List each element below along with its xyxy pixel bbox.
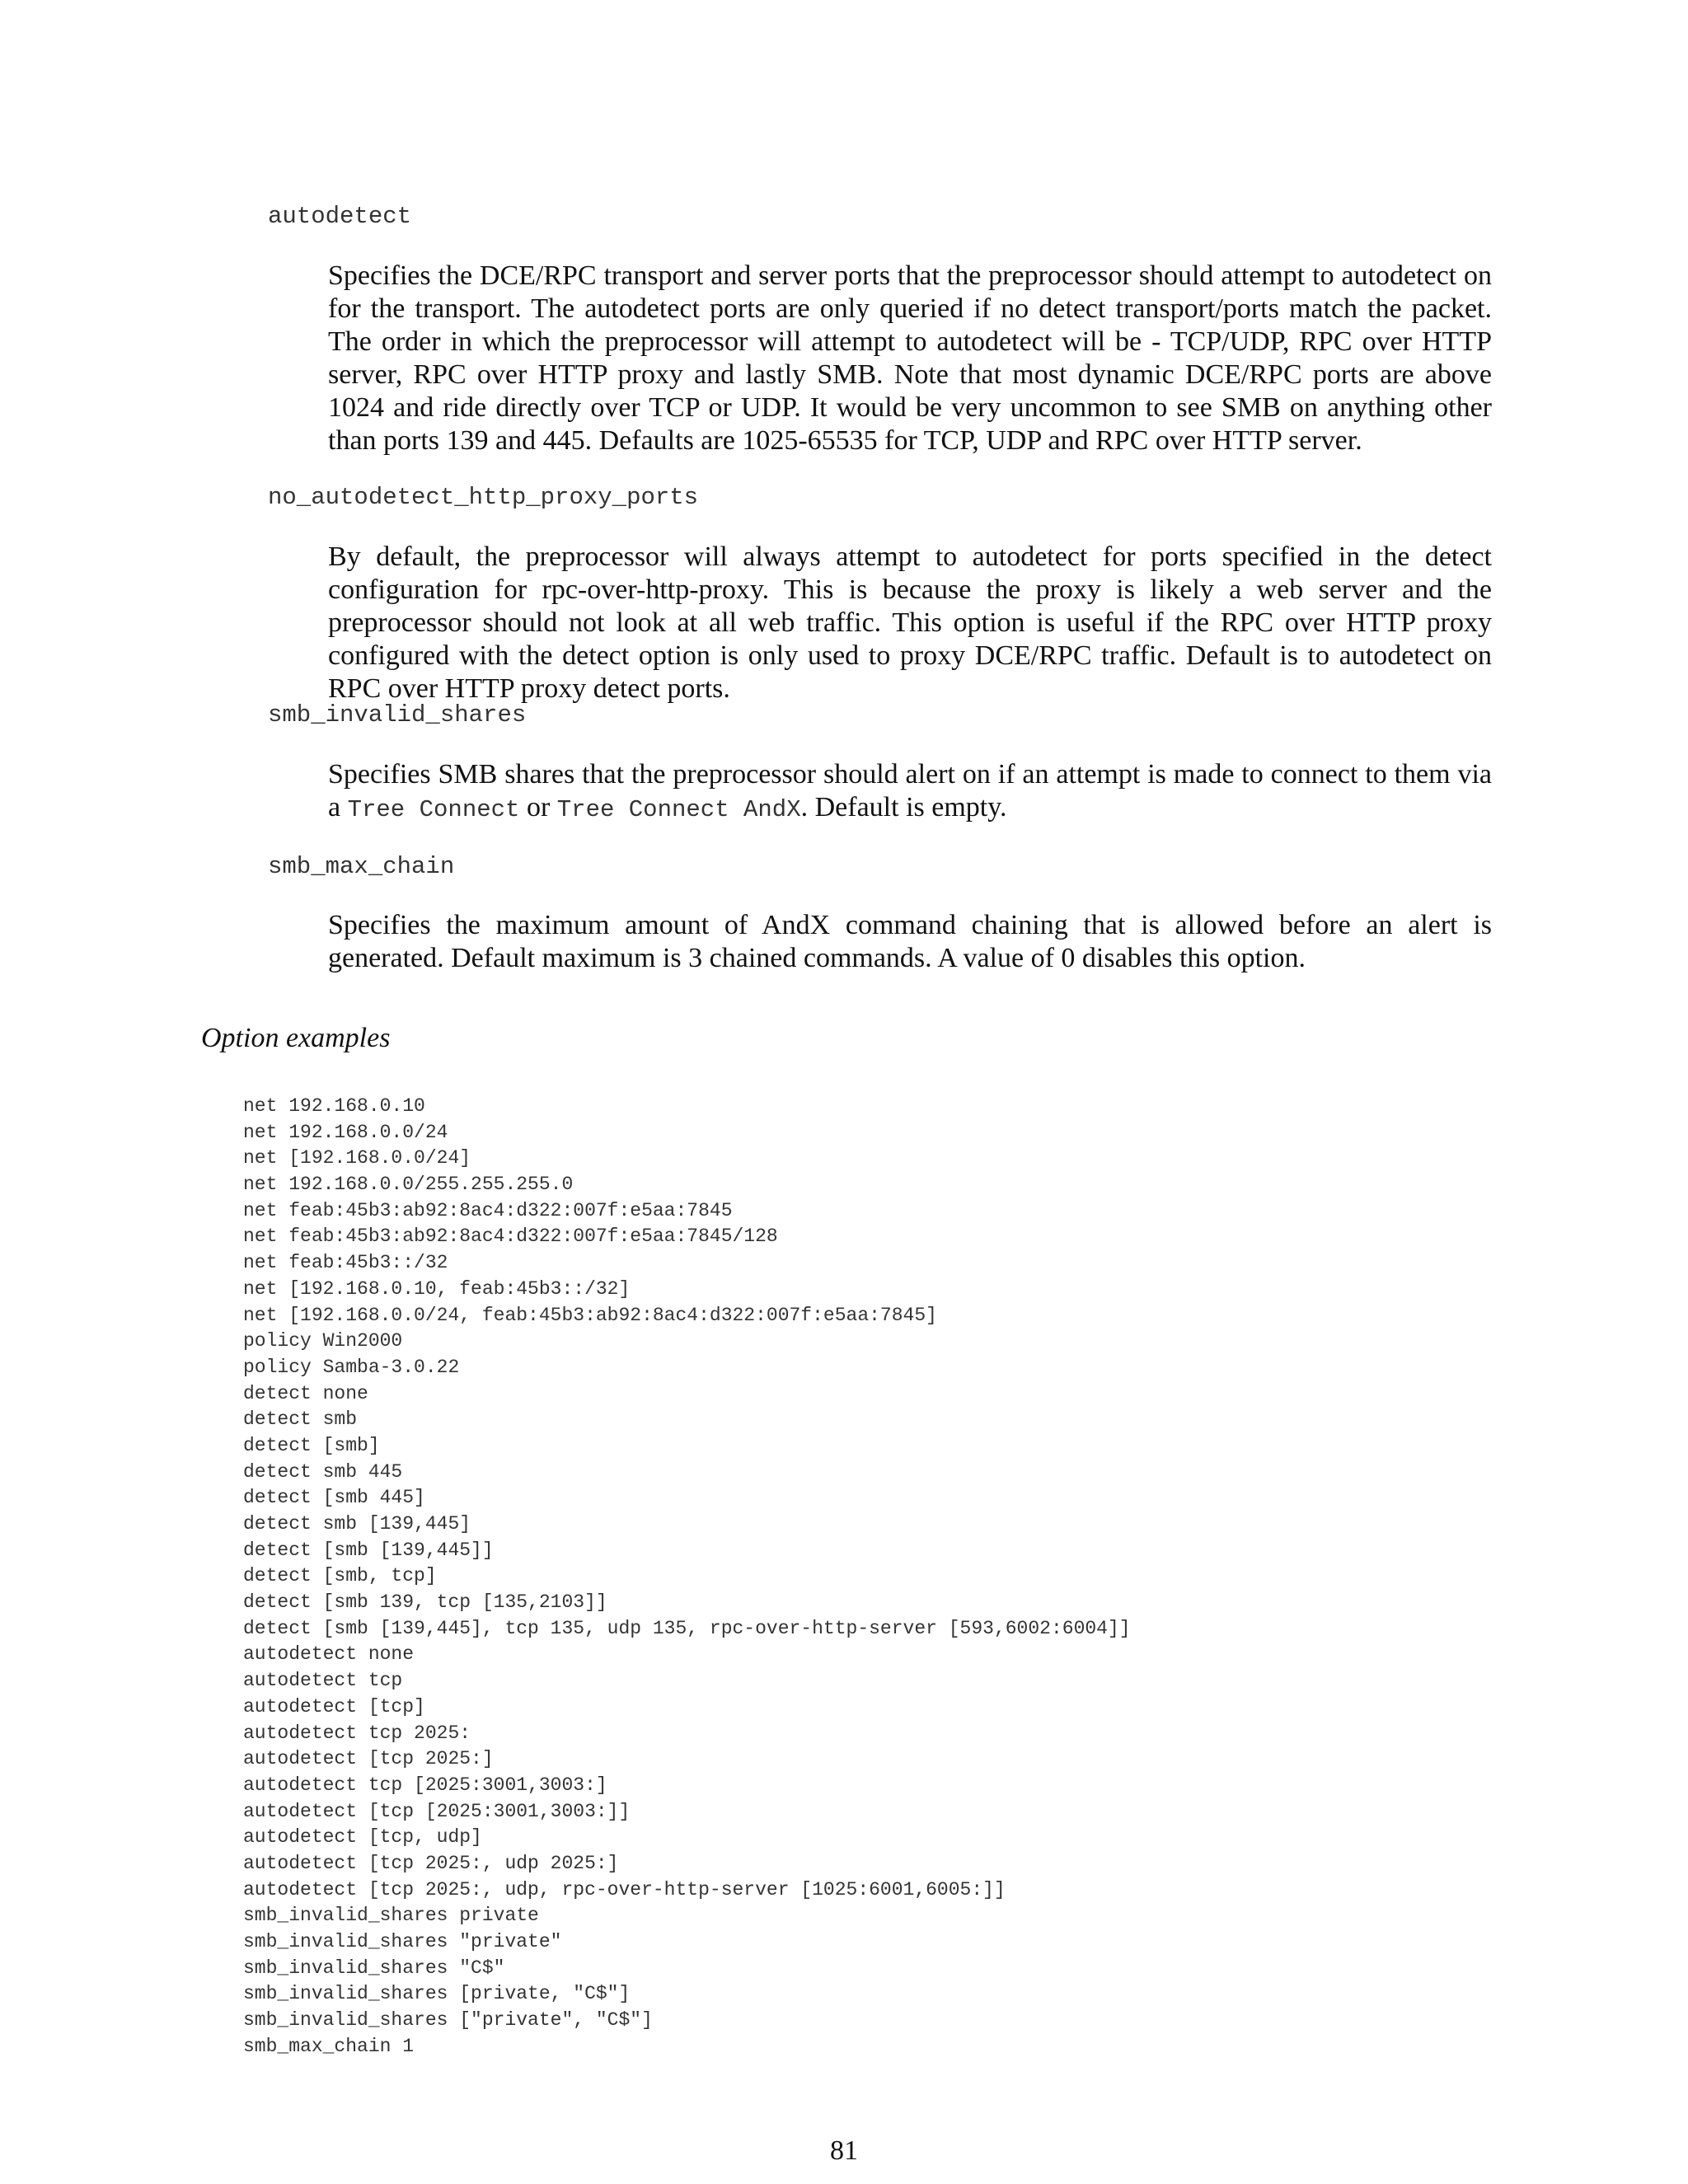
code-line: net [192.168.0.10, feab:45b3::/32]	[243, 1277, 631, 1300]
code-line: autodetect tcp 2025:	[243, 1722, 471, 1744]
option-description-smb-invalid-shares	[328, 758, 1492, 827]
inline-code-tree-connect: Tree Connect	[347, 796, 520, 823]
code-line: autodetect none	[243, 1643, 415, 1666]
code-line: net feab:45b3::/32	[243, 1252, 448, 1274]
code-line: smb_invalid_shares ["private", "C$"]	[243, 2009, 653, 2032]
code-line: detect smb	[243, 1408, 358, 1431]
description-text: . Default is empty.	[800, 792, 1007, 823]
code-line: net [192.168.0.0/24, feab:45b3:ab92:8ac4:d322:007f:e5aa:7845]	[243, 1304, 937, 1326]
code-line: detect [smb 139, tcp [135,2103]]	[243, 1591, 607, 1614]
code-line: autodetect [tcp 2025:]	[243, 1748, 494, 1770]
code-line: smb_max_chain 1	[243, 2035, 415, 2057]
option-description-smb-max-chain: Specifies the maximum amount of AndX command chaining that is allowed before an alert is generated. Default maximum is 3 chained commands. A value of 0 disables this option.	[328, 910, 1492, 973]
code-line: smb_invalid_shares private	[243, 1905, 539, 1927]
option-description-no-autodetect-http-proxy-ports: By default, the preprocessor will always attempt to autodetect for ports specified in the detect configuration for rpc-over-http-proxy. This is because the proxy is likely a web server and the preprocessor should not look at all web traffic. This option is useful if the RPC over HTTP proxy configured with the detect option is only used to proxy DCE/RPC traffic. Default is to autodetect on RPC over HTTP proxy detect ports.	[328, 541, 1492, 704]
code-line: policy Win2000	[243, 1330, 403, 1352]
code-line: autodetect [tcp 2025:, udp 2025:]	[243, 1852, 619, 1874]
code-line: autodetect tcp [2025:3001,3003:]	[243, 1774, 607, 1796]
code-line: autodetect [tcp]	[243, 1695, 425, 1718]
option-term-no-autodetect-http-proxy-ports: no_autodetect_http_proxy_ports	[268, 484, 699, 511]
code-line: net 192.168.0.0/24	[243, 1121, 448, 1143]
code-line: net feab:45b3:ab92:8ac4:d322:007f:e5aa:7845/128	[243, 1226, 778, 1248]
option-description-autodetect: Specifies the DCE/RPC transport and server ports that the preprocessor should attempt to autodetect on for the transport. The autodetect ports are only queried if no detect transport/ports match the packet. The order in which the preprocessor will attempt to autodetect will be - TCP/UDP, RPC over HTTP server, RPC over HTTP proxy and lastly SMB. Note that most dynamic DCE/RPC ports are above 1024 and ride directly over TCP or UDP. It would be very uncommon to see SMB on anything other than ports 139 and 445. Defaults are 1025-65535 for TCP, UDP and RPC over HTTP server.	[328, 260, 1492, 456]
code-line: net [192.168.0.0/24]	[243, 1147, 471, 1169]
description-text: Specifies SMB shares that the preprocessor should alert on if an attempt is made to connect to them via a	[328, 759, 1492, 823]
code-line: net 192.168.0.0/255.255.255.0	[243, 1174, 574, 1196]
code-line: detect [smb, tcp]	[243, 1565, 437, 1587]
code-line: autodetect [tcp, udp]	[243, 1826, 482, 1849]
code-line: net feab:45b3:ab92:8ac4:d322:007f:e5aa:7845	[243, 1199, 733, 1221]
code-line: autodetect [tcp [2025:3001,3003:]]	[243, 1800, 631, 1822]
code-line: policy Samba-3.0.22	[243, 1356, 460, 1378]
code-block-examples	[243, 1094, 1131, 2060]
option-term-smb-max-chain: smb_max_chain	[268, 853, 455, 880]
inline-code-tree-connect-andx: Tree Connect AndX	[556, 796, 801, 823]
section-heading-option-examples: Option examples	[201, 1023, 391, 1053]
option-term-autodetect: autodetect	[268, 203, 412, 230]
code-line: autodetect tcp	[243, 1670, 403, 1692]
code-line: detect none	[243, 1382, 368, 1404]
page-number: 81	[830, 2135, 858, 2166]
code-line: detect smb 445	[243, 1460, 403, 1483]
option-term-smb-invalid-shares: smb_invalid_shares	[268, 701, 527, 729]
code-line: autodetect [tcp 2025:, udp, rpc-over-http-server [1025:6001,6005:]]	[243, 1878, 1006, 1900]
code-line: detect [smb [139,445], tcp 135, udp 135, rpc-over-http-server [593,6002:6004]]	[243, 1617, 1131, 1639]
code-line: detect [smb]	[243, 1434, 380, 1456]
code-line: detect [smb [139,445]]	[243, 1539, 494, 1561]
code-line: smb_invalid_shares "private"	[243, 1931, 562, 1952]
code-line: smb_invalid_shares [private, "C$"]	[243, 1983, 631, 2005]
code-line: detect [smb 445]	[243, 1487, 425, 1509]
description-text: or	[519, 792, 557, 823]
code-line: detect smb [139,445]	[243, 1513, 471, 1535]
code-line: net 192.168.0.10	[243, 1095, 425, 1117]
code-line: smb_invalid_shares "C$"	[243, 1957, 505, 1979]
